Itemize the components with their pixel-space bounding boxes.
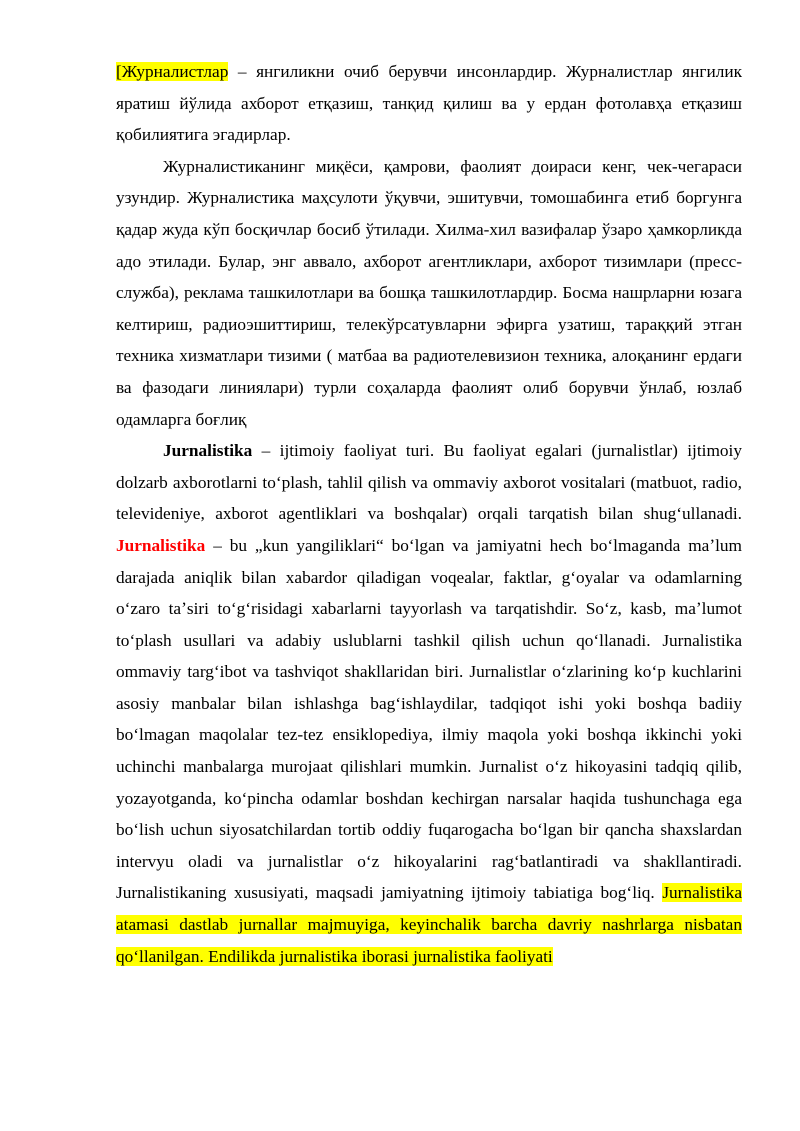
paragraph-journalism-scope bbox=[116, 151, 742, 435]
paragraph-journalists-definition bbox=[116, 56, 742, 151]
highlighted-passage: Jurnalistika atamasi dastlab jurnallar majmuyiga, keyinchalik barcha davriy nashrlarga nisbatan qoʻllanilgan. Endilikda jurnalistika iborasi jurnalistika faoliyati bbox=[116, 883, 742, 966]
paragraph-text: – янгиликни очиб берувчи инсонлардир. Журналистлар янгилик яратиш йўлида ахборот етқазиш, танқид қилиш ва у ердан фотолавҳа етқазиш қобилиятига эгадирлар. bbox=[116, 62, 742, 145]
red-term-jurnalistika: Jurnalistika bbox=[116, 535, 206, 555]
bold-term-jurnalistika: Jurnalistika bbox=[163, 441, 253, 461]
document-body bbox=[116, 56, 742, 972]
paragraph-text: – bu „kun yangiliklari“ boʻlgan va jamiyatni hech boʻlmaganda maʼlum darajada aniqlik bilan xabardor qiladigan voqealar, faktlar, gʻoyalar va odamlarning oʻzaro taʼsiri toʻgʻrisidagi xabarlarni tayyorlash va tarqatishdir. Soʻz, kasb, maʼlumot toʻplash usullari va adabiy uslublarni tashkil qilish uchun qoʻllanadi. Jurnalistika ommaviy targʻibot va tashviqot shakllaridan biri. Jurnalistlar oʻzlarining koʻp kuchlarini asosiy manbalar bilan ishlashga bagʻishlaydilar, tadqiqot ishi yoki boshqa badiiy boʻlmagan maqolalar tez-tez ensiklopediya, ilmiy maqola yoki boshqa ikkinchi yoki uchinchi manbalarga murojaat qilishlari mumkin. Jurnalist oʻz hikoyasini tadqiq qilib, yozayotganda, koʻpincha odamlar boshdan kechirgan narsalar haqida tushunchaga ega boʻlish uchun siyosatchilardan tortib oddiy fuqarogacha boʻlgan bir qancha shaxslardan intervyu oladi va jurnalistlar oʻz hikoyalarini ragʻbatlantiradi va shakllantiradi. Jurnalistikaning xususiyati, maqsadi jamiyatning ijtimoiy tabiatiga bogʻliq. bbox=[116, 535, 742, 903]
highlighted-term-journalists: [Журналистлар bbox=[116, 62, 229, 81]
paragraph-jurnalistika-definition bbox=[116, 435, 742, 972]
paragraph-text: – ijtimoiy faoliyat turi. Bu faoliyat egalari (jurnalistlar) ijtimoiy dolzarb axborotlarni toʻplash, tahlil qilish va ommaviy axborot vositalari (matbuot, radio, televideniye, axborot agentliklari va boshqalar) orqali tarqatish bilan shugʻullanadi. bbox=[116, 441, 742, 524]
paragraph-text: Журналистиканинг миқёси, қамрови, фаолият доираси кенг, чек-чегараси узундир. Журналистика маҳсулоти ўқувчи, эшитувчи, томошабинга етиб боргунга қадар жуда кўп босқичлар босиб ўтилади. Хилма-хил вазифалар ўзаро ҳамкорликда адо этилади. Булар, энг аввало, ахборот агентликлари, ахборот тизимлари (пресс-служба), реклама ташкилотлари ва бошқа ташкилотлардир. Босма нашрларни юзага келтириш, радиоэшиттириш, телекўрсатувларни эфирга узатиш, тараққий этган техника хизматлари тизими ( матбаа ва радиотелевизион техника, алоқанинг ердаги ва фазодаги линиялари) турли соҳаларда фаолият олиб борувчи ўнлаб, юзлаб одамларга боғлиқ bbox=[116, 156, 742, 429]
